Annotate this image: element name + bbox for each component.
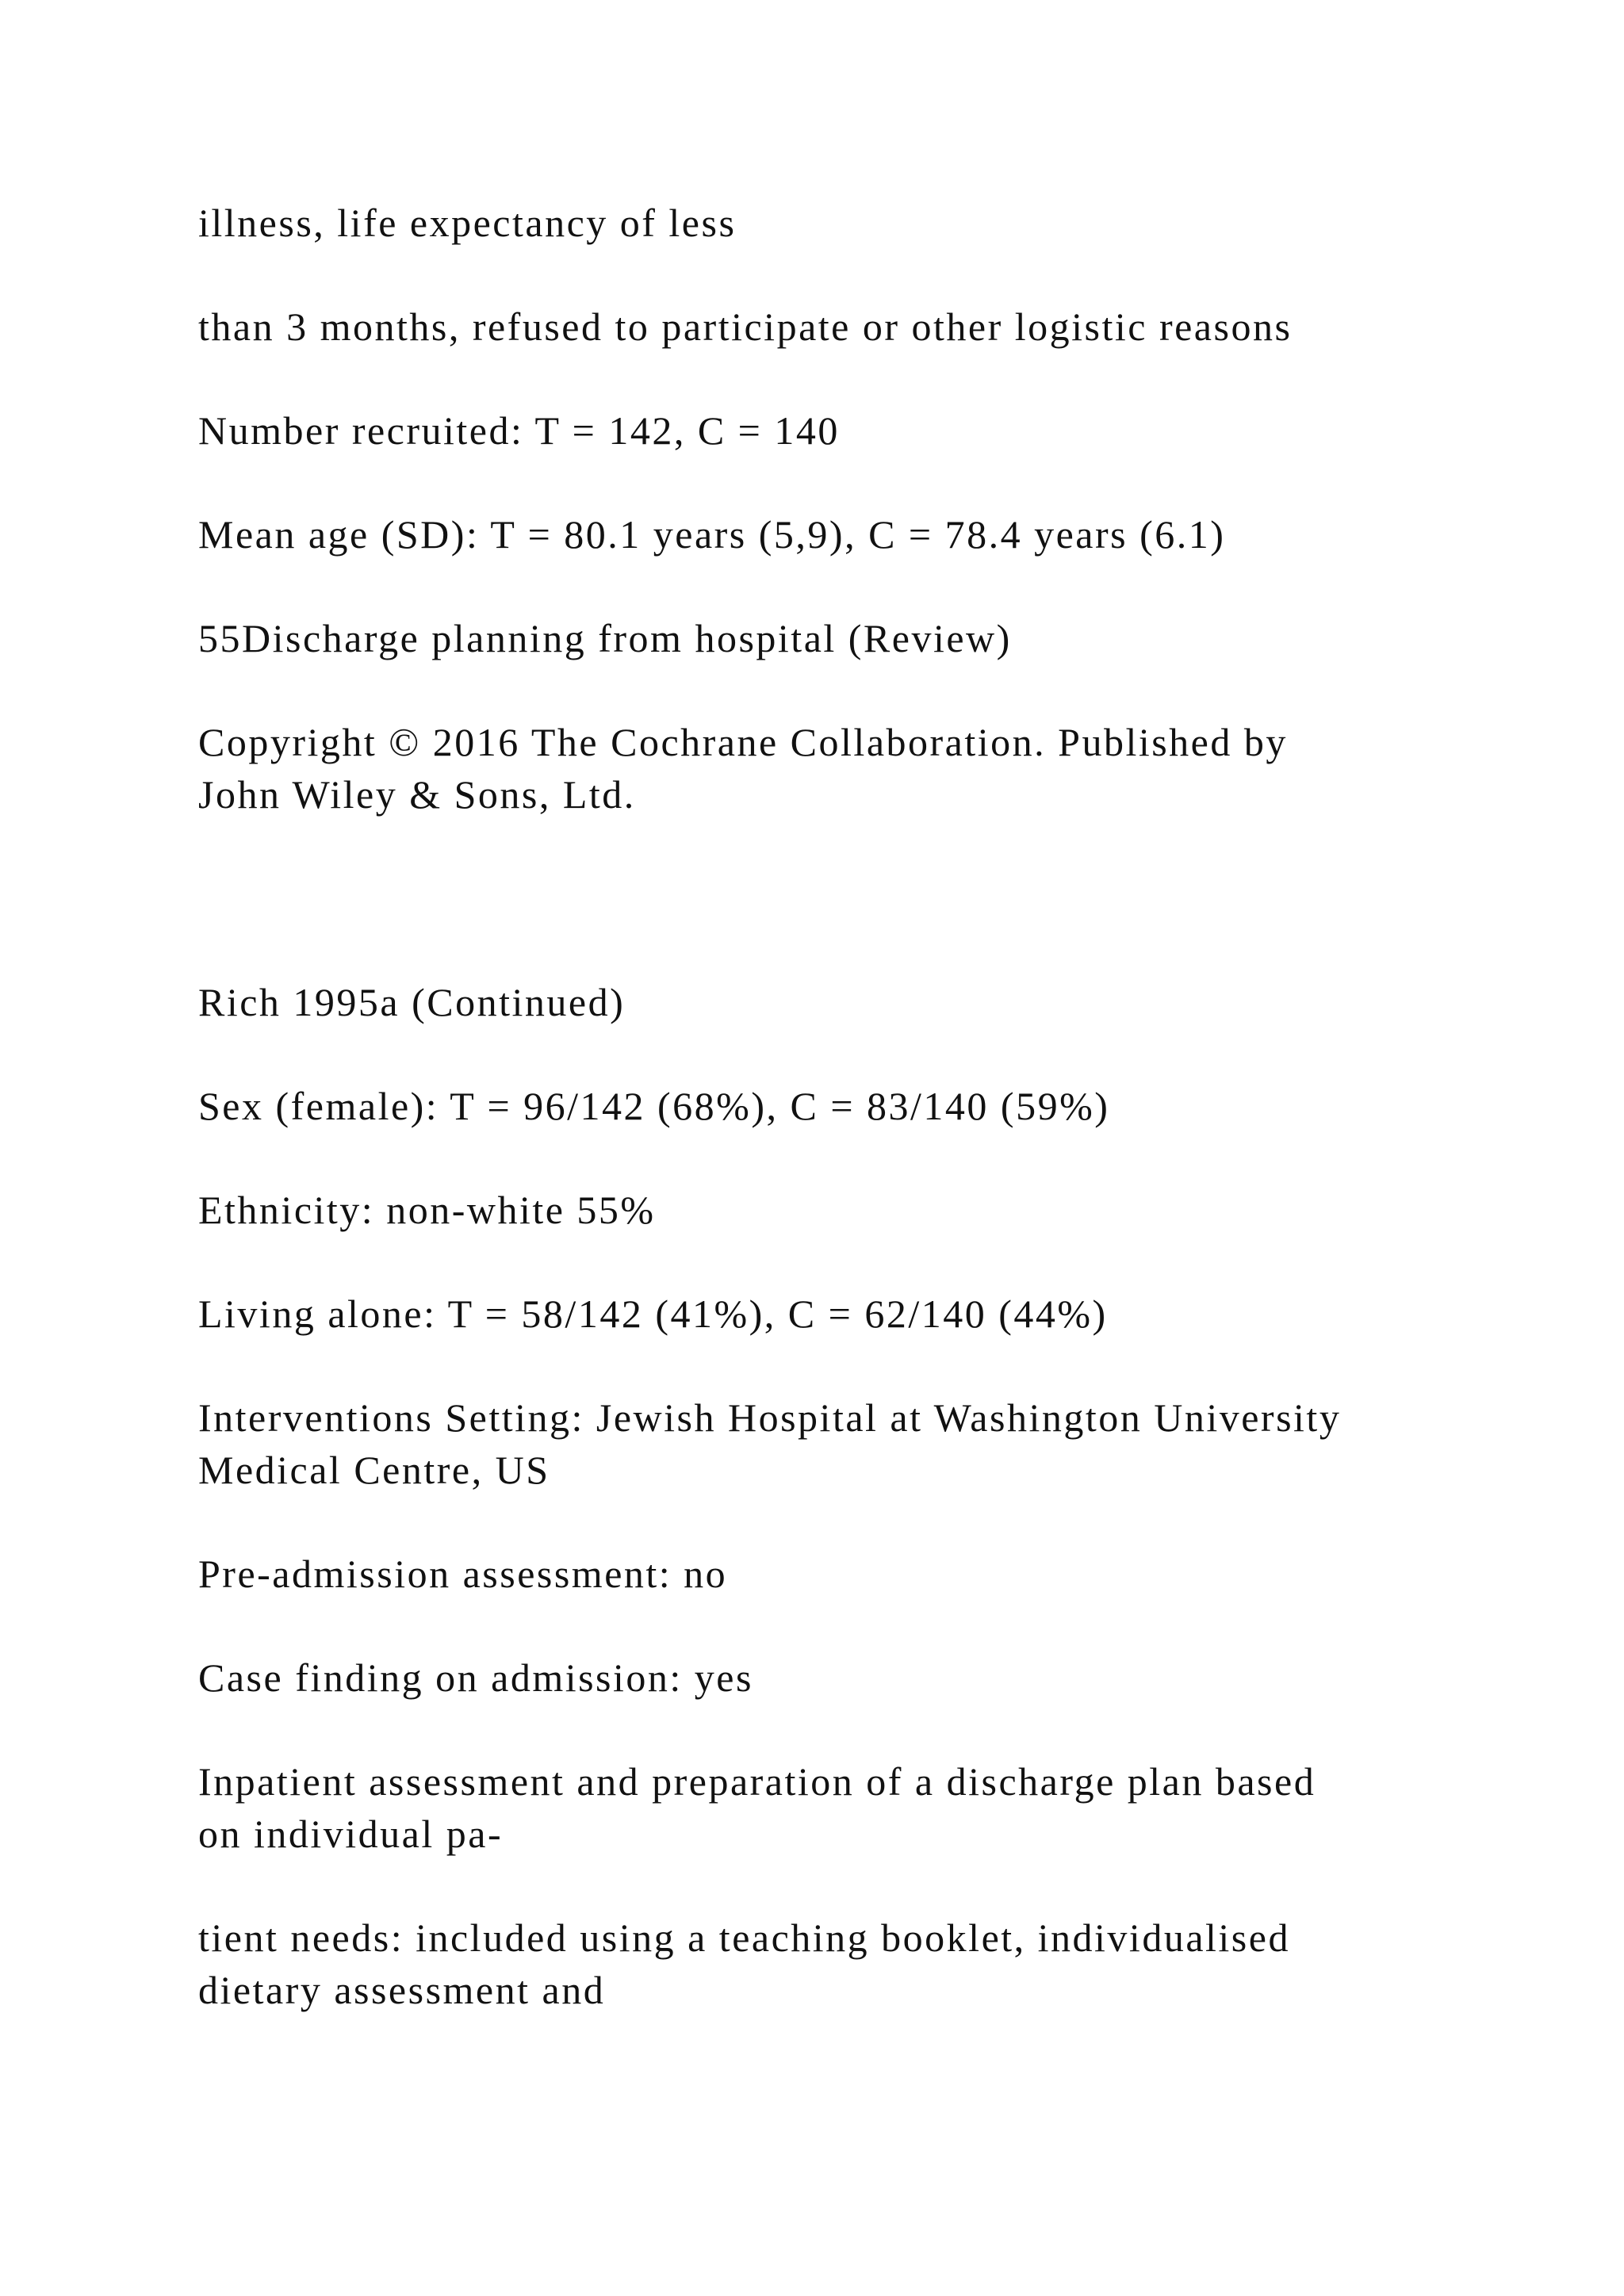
paragraph-case-finding: Case finding on admission: yes <box>198 1655 753 1700</box>
section-continued-heading: Rich 1995a (Continued) <box>198 980 626 1024</box>
paragraph-sex-female: Sex (female): T = 96/142 (68%), C = 83/140 (59%) <box>198 1084 1110 1128</box>
paragraph-inpatient-assessment: Inpatient assessment and preparation of a discharge plan based on individual pa- <box>198 1759 1316 1856</box>
paragraph-mean-age: Mean age (SD): T = 80.1 years (5,9), C = 78.4 years (6.1) <box>198 512 1226 557</box>
paragraph-living-alone: Living alone: T = 58/142 (41%), C = 62/140 (44%) <box>198 1292 1108 1336</box>
paragraph-ethnicity: Ethnicity: non-white 55% <box>198 1188 656 1232</box>
paragraph-pre-admission-assessment: Pre-admission assessment: no <box>198 1552 728 1596</box>
paragraph-illness-life-expectancy: illness, life expectancy of less <box>198 201 737 245</box>
page-footer-title: 55Discharge planning from hospital (Review) <box>198 616 1012 660</box>
copyright-notice: Copyright © 2016 The Cochrane Collaboration. Published by John Wiley & Sons, Ltd. <box>198 720 1288 817</box>
paragraph-interventions-setting: Interventions Setting: Jewish Hospital at Washington University Medical Centre, US <box>198 1395 1342 1492</box>
paragraph-patient-needs: tient needs: included using a teaching booklet, individualised dietary assessment and <box>198 1915 1290 2012</box>
paragraph-number-recruited: Number recruited: T = 142, C = 140 <box>198 408 840 453</box>
paragraph-exclusion-reasons: than 3 months, refused to participate or other logistic reasons <box>198 304 1293 349</box>
